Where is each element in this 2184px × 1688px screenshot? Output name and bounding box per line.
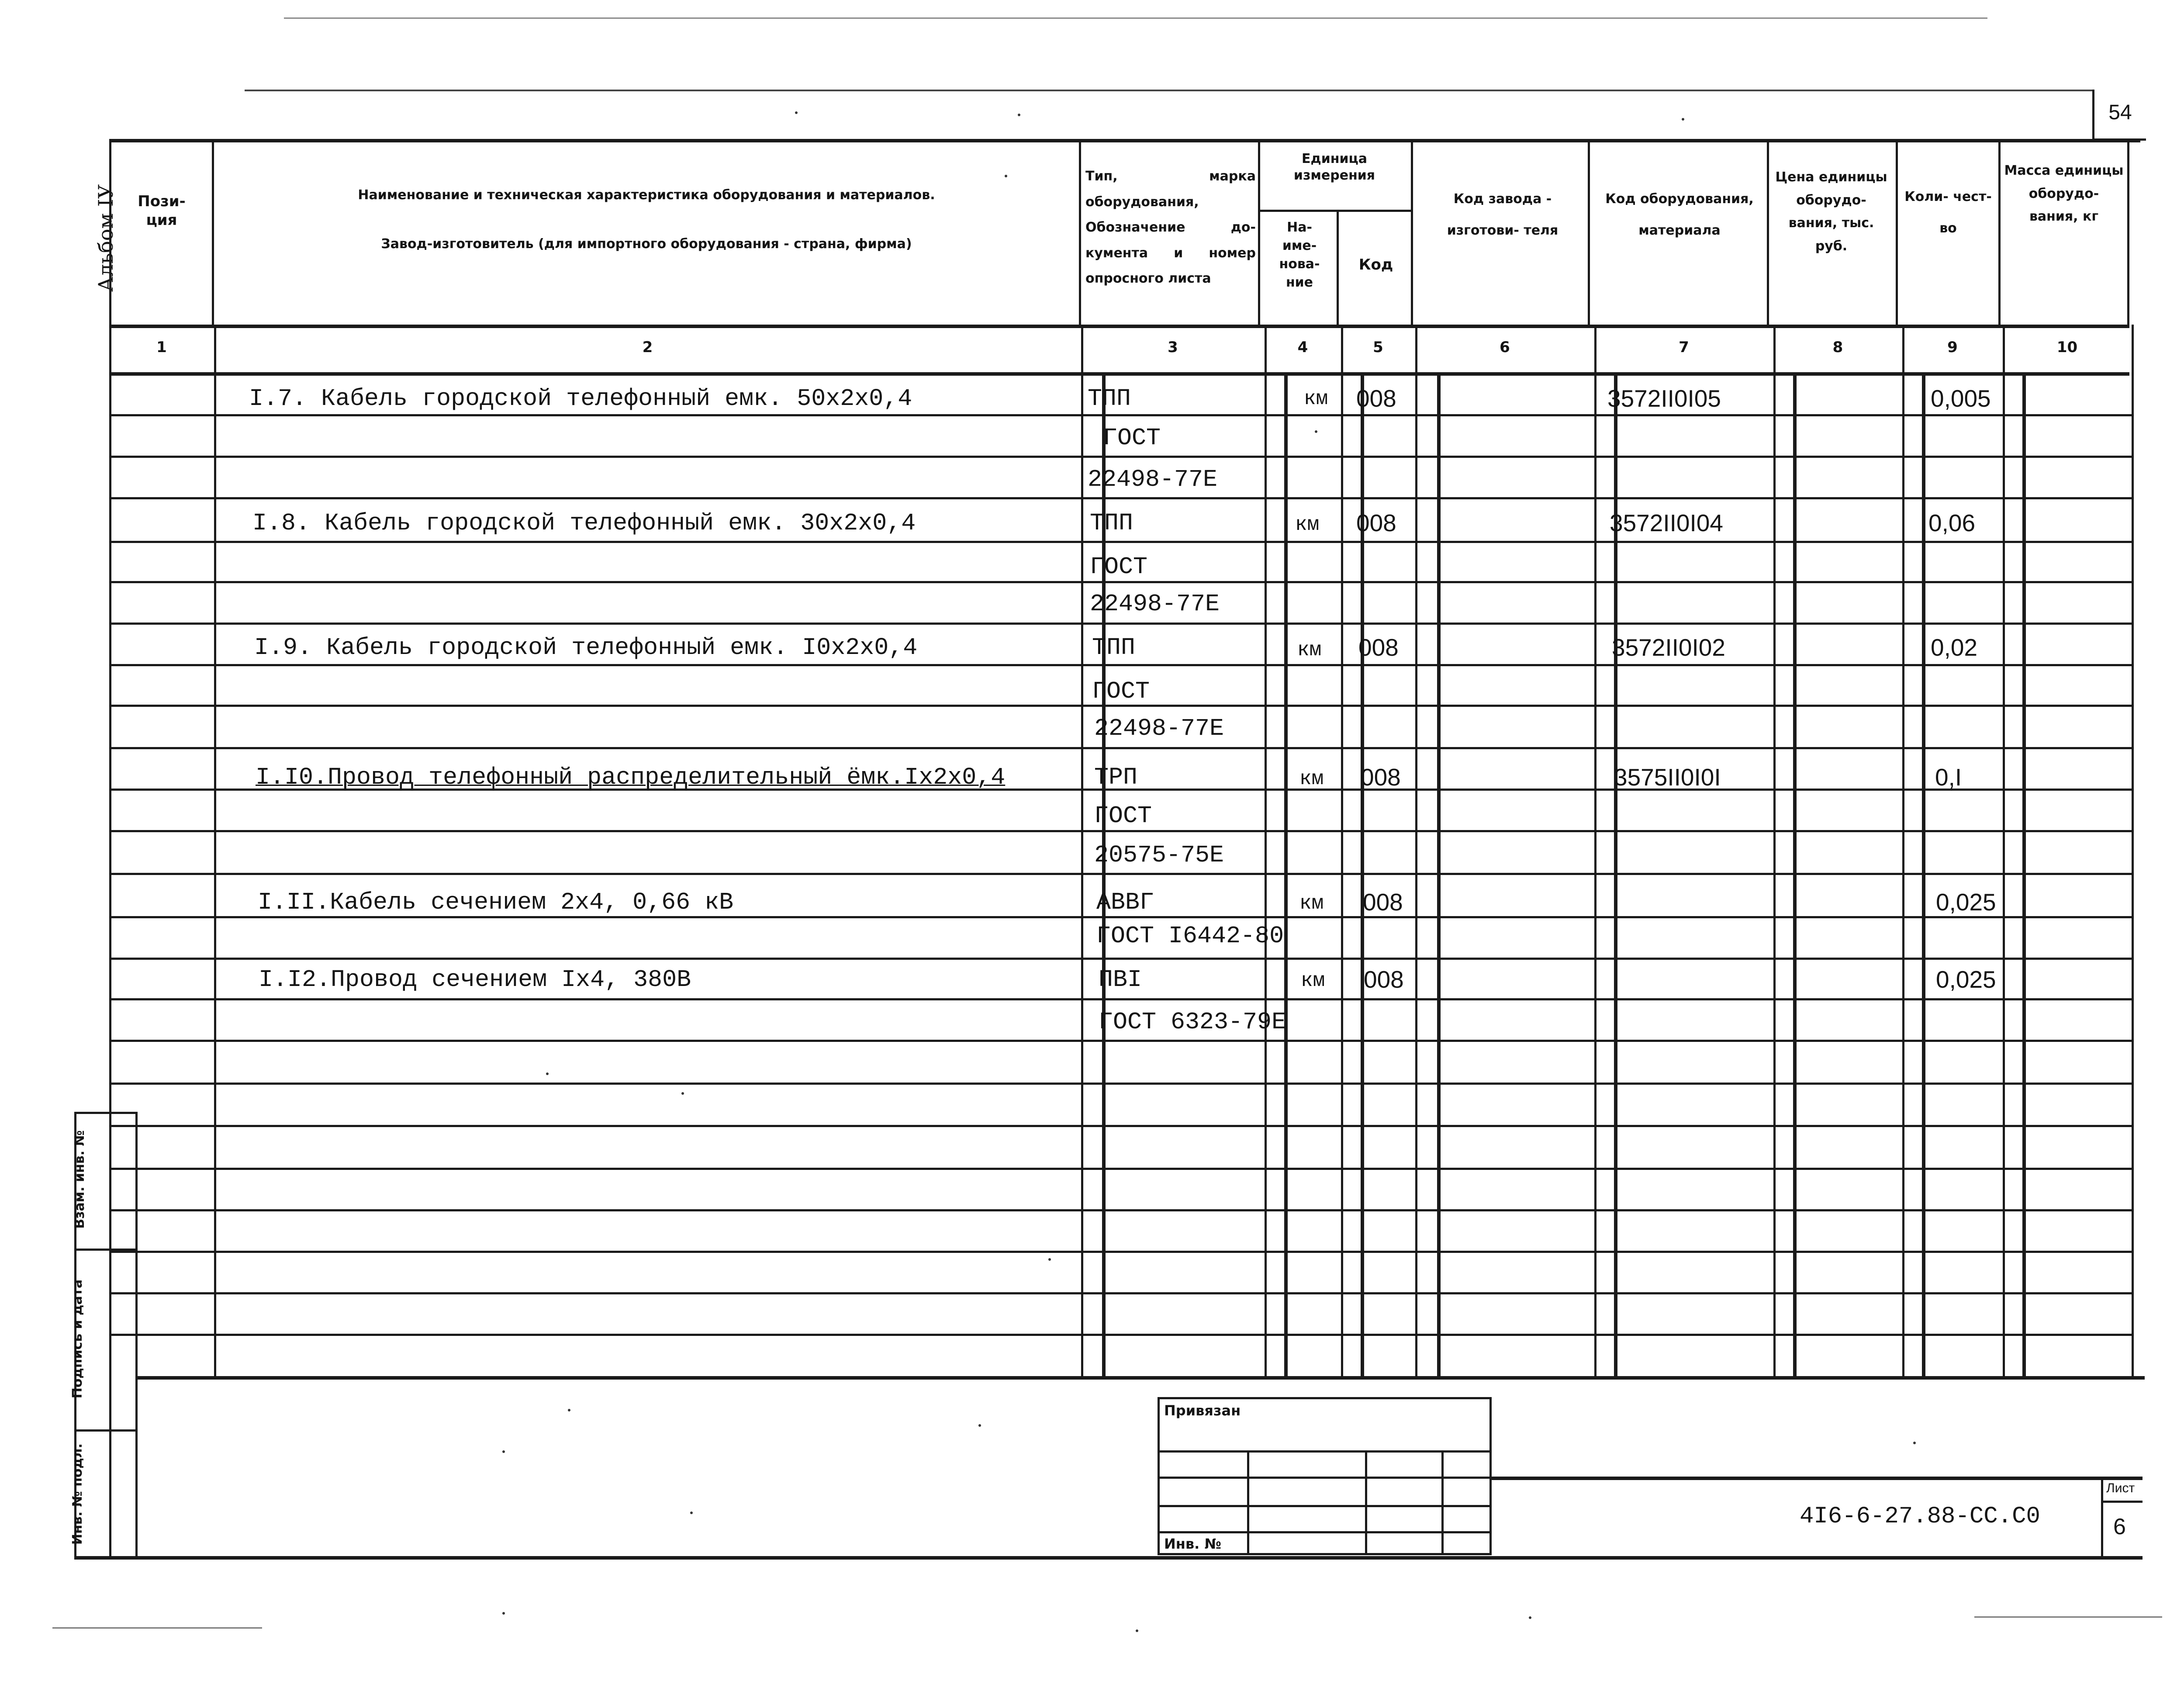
item-equip-code: 3572II0I04	[1610, 509, 1723, 536]
header-equip-code: Код оборудования, материала	[1605, 191, 1754, 238]
item-unit: км	[1297, 639, 1322, 661]
privyazan-label: Привязан	[1164, 1402, 1241, 1419]
top-rule	[284, 17, 1987, 19]
item-code: 008	[1363, 889, 1403, 916]
item-code: 008	[1361, 764, 1401, 791]
item-qty: 0,02	[1931, 634, 1978, 661]
item-type: ГОСТ	[1103, 424, 1161, 452]
item-unit: км	[1299, 892, 1324, 915]
item-name: I.7. Кабель городской телефонный емк. 50х2х0,4	[249, 385, 912, 412]
page-number: 54	[2108, 101, 2132, 124]
album-label: Альбом IУ	[94, 184, 117, 292]
inv-no-label: Инв. №	[1164, 1536, 1221, 1552]
col-num-4: 4	[1297, 339, 1308, 356]
item-type: ПВI	[1099, 966, 1142, 993]
podpis-label: Подпись и дата	[70, 1279, 85, 1399]
col-num-10: 10	[2056, 339, 2078, 356]
header-unit-name: На- име- нова- ние	[1279, 220, 1320, 290]
col-num-7: 7	[1679, 339, 1689, 356]
item-name: I.8. Кабель городской телефонный емк. 30х2х0,4	[252, 509, 916, 537]
item-qty: 0,06	[1928, 509, 1976, 536]
item-qty: 0,005	[1931, 385, 1991, 412]
item-type: ГОСТ	[1090, 553, 1148, 581]
item-type: 20575-75Е	[1094, 841, 1224, 869]
header-price: Цена единицы оборудо- вания, тыс. руб.	[1775, 169, 1887, 254]
header-unit: Единица измерения	[1293, 151, 1375, 183]
item-name: I.9. Кабель городской телефонный емк. I0х2х0,4	[254, 634, 918, 661]
col-num-3: 3	[1168, 339, 1178, 356]
item-code: 008	[1358, 634, 1399, 661]
item-name: I.II.Кабель сечением 2х4, 0,66 кВ	[258, 889, 734, 916]
item-type: АВВГ	[1096, 889, 1154, 916]
col-num-8: 8	[1832, 339, 1843, 356]
item-name: I.I0.Провод телефонный распределительный ёмк.Iх2х0,4	[256, 764, 1006, 791]
header-name-line1: Наименование и техническая характеристика оборудования и материалов.	[358, 187, 935, 203]
item-type: ТРП	[1094, 764, 1138, 791]
col-num-5: 5	[1373, 339, 1383, 356]
page-number-box	[2092, 90, 2146, 141]
item-type: ТПП	[1092, 634, 1136, 661]
col-num-2: 2	[642, 339, 653, 356]
vzam-inv-label: Взам. инв. №	[72, 1130, 87, 1229]
header-position: Пози- ция	[138, 193, 186, 229]
col-num-9: 9	[1947, 339, 1958, 356]
item-type: ГОСТ	[1094, 802, 1152, 830]
sheet-number: 6	[2113, 1514, 2126, 1539]
item-type: 22498-77Е	[1094, 715, 1224, 742]
item-code: 008	[1364, 966, 1404, 993]
item-type: ТПП	[1090, 509, 1133, 537]
item-unit: км	[1304, 387, 1328, 410]
item-equip-code: 3572II0I05	[1607, 385, 1721, 412]
inv-podl-label: Инв. № подл.	[70, 1443, 85, 1545]
header-type: Тип, марка оборудования, Обозначение до- кумента и номер опросного листа	[1085, 169, 1256, 286]
header-top-rule	[245, 90, 2092, 91]
sheet-label: Лист	[2106, 1481, 2135, 1495]
item-unit: км	[1301, 969, 1325, 992]
item-equip-code: 3575II0I0I	[1614, 764, 1721, 791]
header-quantity: Коли- чест- во	[1904, 189, 1992, 236]
item-name: I.I2.Провод сечением Iх4, 380В	[259, 966, 691, 993]
header-name-line2: Завод-изготовитель (для импортного оборудования - страна, фирма)	[381, 236, 912, 252]
item-type: ТПП	[1088, 385, 1131, 412]
item-code: 008	[1356, 385, 1396, 412]
item-qty: 0,I	[1935, 764, 1962, 791]
document-code: 4I6-6-27.88-СС.С0	[1800, 1503, 2040, 1530]
item-code: 008	[1356, 509, 1396, 536]
item-type: ГОСТ 6323-79Е	[1099, 1008, 1286, 1036]
item-type: 22498-77Е	[1088, 466, 1218, 493]
col-num-1: 1	[156, 339, 167, 356]
item-equip-code: 3572II0I02	[1612, 634, 1725, 661]
item-type: ГОСТ I6442-80	[1096, 922, 1284, 950]
item-qty: 0,025	[1936, 966, 1996, 993]
item-type: 22498-77Е	[1090, 590, 1220, 618]
col-num-6: 6	[1500, 339, 1510, 356]
header-mass: Масса единицы оборудо- вания, кг	[2004, 163, 2124, 224]
header-factory-code: Код завода - изготови- теля	[1447, 191, 1559, 238]
item-unit: км	[1299, 768, 1324, 790]
header-unit-code: Код	[1358, 256, 1393, 273]
item-unit: км	[1295, 513, 1320, 536]
item-type: ГОСТ	[1092, 678, 1150, 705]
item-qty: 0,025	[1936, 889, 1996, 916]
